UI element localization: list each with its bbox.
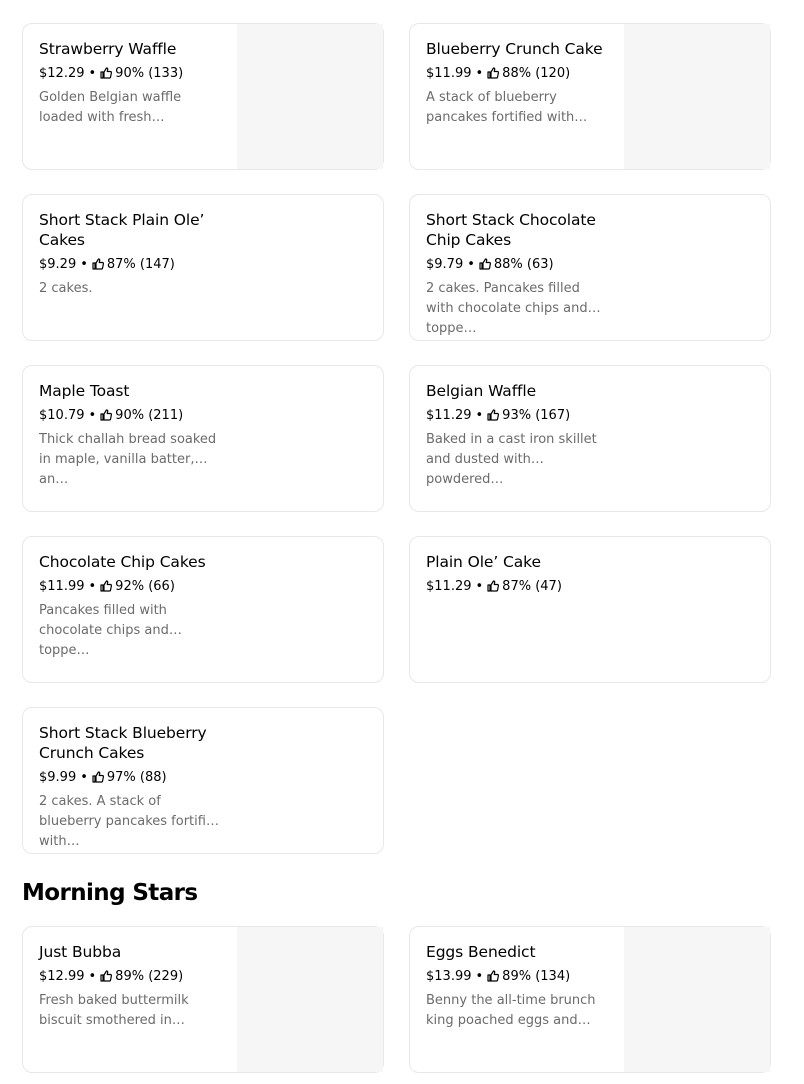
menu-item-rating: 89% (134) bbox=[502, 969, 571, 984]
menu-item-info bbox=[426, 210, 626, 336]
menu-item-description: Fresh baked buttermilk biscuit smothered in… bbox=[39, 993, 189, 1028]
menu-item-rating: 88% (63) bbox=[493, 257, 554, 272]
menu-item-card[interactable] bbox=[409, 23, 771, 170]
menu-item-image bbox=[237, 927, 383, 1072]
menu-item-info bbox=[39, 942, 239, 1031]
menu-item-meta bbox=[39, 968, 239, 985]
menu-item-price: $11.29 bbox=[426, 579, 472, 594]
menu-item-rating: 90% (133) bbox=[115, 66, 184, 81]
menu-item-meta bbox=[426, 968, 626, 985]
separator-dot: • bbox=[88, 969, 97, 984]
menu-item-name: Chocolate Chip Cakes bbox=[39, 553, 206, 571]
menu-item-meta bbox=[426, 256, 626, 273]
menu-item-description: 2 cakes. Pancakes filled with chocolate chips and toppe… bbox=[426, 281, 588, 336]
menu-item-info bbox=[39, 210, 239, 299]
menu-item-card[interactable] bbox=[409, 194, 771, 341]
menu-item-description: Thick challah bread soaked in maple, vanilla batter, an… bbox=[39, 432, 217, 487]
menu-item-meta bbox=[39, 256, 239, 273]
menu-item-price: $9.29 bbox=[39, 257, 77, 272]
menu-item-description: 2 cakes. A stack of blueberry pancakes fortified with… bbox=[39, 794, 223, 849]
menu-item-card[interactable] bbox=[409, 536, 771, 683]
separator-dot: • bbox=[80, 257, 88, 272]
menu-item-name: Plain Ole’ Cake bbox=[426, 553, 541, 571]
menu-item-name: Short Stack Blueberry Crunch Cakes bbox=[39, 724, 207, 762]
menu-item-rating: 87% (147) bbox=[106, 257, 175, 272]
thumbs-up-icon bbox=[479, 258, 491, 270]
menu-item-name: Just Bubba bbox=[39, 943, 122, 961]
menu-item-info bbox=[426, 381, 626, 487]
menu-item-description: Pancakes filled with chocolate chips and toppe… bbox=[39, 603, 169, 658]
menu-item-price: $9.99 bbox=[39, 770, 77, 785]
menu-item-description: A stack of blueberry pancakes fortified with… bbox=[426, 90, 588, 125]
menu-item-card[interactable] bbox=[22, 365, 384, 512]
thumbs-up-icon bbox=[100, 67, 112, 79]
menu-item-price: $11.29 bbox=[426, 408, 472, 423]
menu-item-rating: 89% (229) bbox=[115, 969, 184, 984]
menu-item-name: Eggs Benedict bbox=[426, 943, 536, 961]
separator-dot: • bbox=[80, 770, 88, 785]
menu-item-description: Golden Belgian waffle loaded with fresh… bbox=[39, 90, 182, 125]
menu-item-card[interactable] bbox=[22, 707, 384, 854]
menu-item-description: 2 cakes. bbox=[39, 281, 93, 296]
menu-item-info bbox=[39, 39, 239, 128]
menu-item-description: Baked in a cast iron skillet and dusted with powdered… bbox=[426, 432, 597, 487]
thumbs-up-icon bbox=[100, 580, 112, 592]
menu-item-card[interactable] bbox=[409, 365, 771, 512]
thumbs-up-icon bbox=[92, 258, 104, 270]
menu-item-price: $10.79 bbox=[39, 408, 85, 423]
menu-item-info bbox=[426, 39, 626, 128]
menu-item-price: $13.99 bbox=[426, 969, 472, 984]
menu-item-image bbox=[624, 24, 770, 169]
menu-item-description: Benny the all-time brunch king poached eggs and… bbox=[426, 993, 596, 1028]
menu-item-price: $11.99 bbox=[426, 66, 472, 81]
menu-item-price: $11.99 bbox=[39, 579, 85, 594]
menu-item-meta bbox=[39, 578, 239, 595]
menu-item-meta bbox=[39, 65, 239, 82]
menu-item-rating: 90% (211) bbox=[115, 408, 184, 423]
menu-item-meta bbox=[426, 407, 626, 424]
thumbs-up-icon bbox=[100, 970, 112, 982]
menu-item-name: Short Stack Plain Ole’ Cakes bbox=[39, 211, 205, 249]
menu-item-card[interactable] bbox=[22, 194, 384, 341]
menu-item-card[interactable] bbox=[409, 926, 771, 1073]
menu-item-info bbox=[39, 381, 239, 487]
separator-dot: • bbox=[467, 257, 475, 272]
menu-grid bbox=[22, 23, 771, 854]
menu-item-rating: 92% (66) bbox=[115, 579, 175, 594]
thumbs-up-icon bbox=[487, 970, 499, 982]
menu-item-rating: 87% (47) bbox=[502, 579, 562, 594]
separator-dot: • bbox=[475, 579, 484, 594]
thumbs-up-icon bbox=[487, 67, 499, 79]
menu-item-info bbox=[39, 552, 239, 658]
menu-item-name: Strawberry Waffle bbox=[39, 40, 177, 58]
menu-item-meta bbox=[426, 65, 626, 82]
menu-item-card[interactable] bbox=[22, 23, 384, 170]
separator-dot: • bbox=[475, 408, 484, 423]
thumbs-up-icon bbox=[487, 409, 499, 421]
separator-dot: • bbox=[88, 579, 97, 594]
menu-item-rating: 97% (88) bbox=[106, 770, 167, 785]
menu-item-name: Belgian Waffle bbox=[426, 382, 537, 400]
menu-item-rating: 93% (167) bbox=[502, 408, 571, 423]
menu-item-price: $12.99 bbox=[39, 969, 85, 984]
menu-item-name: Short Stack Chocolate Chip Cakes bbox=[426, 211, 596, 249]
menu-item-price: $12.29 bbox=[39, 66, 85, 81]
menu-item-card[interactable] bbox=[22, 536, 384, 683]
menu-item-meta bbox=[426, 578, 626, 595]
menu-grid-morning-stars bbox=[22, 926, 771, 1073]
menu-item-price: $9.79 bbox=[426, 257, 464, 272]
thumbs-up-icon bbox=[487, 580, 499, 592]
separator-dot: • bbox=[475, 969, 484, 984]
menu-item-name: Blueberry Crunch Cake bbox=[426, 40, 603, 58]
separator-dot: • bbox=[475, 66, 484, 81]
menu-item-info bbox=[426, 552, 626, 601]
menu-item-image bbox=[237, 24, 383, 169]
menu-item-info bbox=[39, 723, 239, 849]
menu-item-rating: 88% (120) bbox=[502, 66, 571, 81]
menu-item-card[interactable] bbox=[22, 926, 384, 1073]
menu-item-meta bbox=[39, 407, 239, 424]
separator-dot: • bbox=[88, 66, 97, 81]
menu-item-info bbox=[426, 942, 626, 1031]
thumbs-up-icon bbox=[92, 771, 104, 783]
section-title: Morning Stars bbox=[22, 880, 198, 906]
separator-dot: • bbox=[88, 408, 97, 423]
menu-item-meta bbox=[39, 769, 239, 786]
menu-item-name: Maple Toast bbox=[39, 382, 130, 400]
menu-item-image bbox=[624, 927, 770, 1072]
thumbs-up-icon bbox=[100, 409, 112, 421]
